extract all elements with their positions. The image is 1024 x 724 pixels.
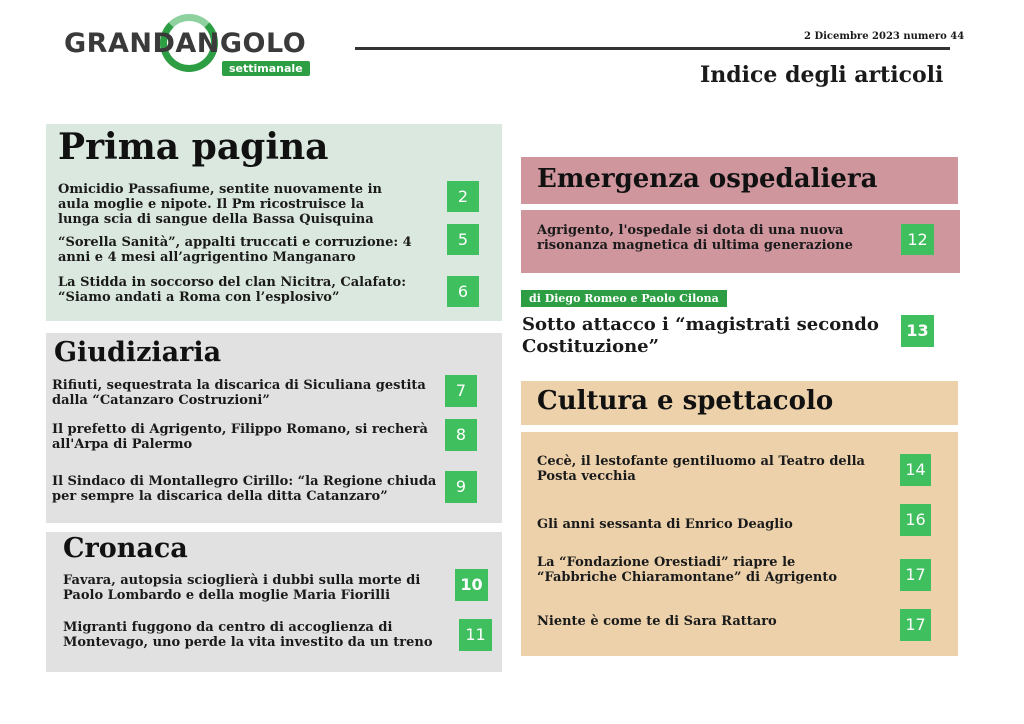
- article-link[interactable]: Rifiuti, sequestrata la discarica di Siculiana gestita dalla “Catanzaro Costruzioni”: [52, 378, 426, 408]
- feature-article[interactable]: Sotto attacco i “magistrati secondo Costituzione”: [522, 314, 879, 357]
- article-link[interactable]: “Sorella Sanità”, appalti truccati e corruzione: 4 anni e 4 mesi all’agrigentino Manganaro: [58, 235, 412, 265]
- section-title: Giudiziaria: [54, 337, 222, 368]
- page-badge[interactable]: 16: [900, 504, 931, 536]
- page-badge[interactable]: 7: [445, 375, 477, 407]
- page-badge[interactable]: 10: [455, 569, 488, 601]
- section-cultura: [521, 432, 958, 656]
- page-title: Indice degli articoli: [700, 62, 944, 88]
- article-link[interactable]: Cecè, il lestofante gentiluomo al Teatro della Posta vecchia: [537, 454, 865, 484]
- section-title: Prima pagina: [58, 126, 329, 168]
- section-giudiziaria: [46, 333, 502, 523]
- page-badge[interactable]: 8: [445, 419, 477, 451]
- page-badge[interactable]: 13: [901, 315, 934, 347]
- page-badge[interactable]: 14: [900, 454, 931, 486]
- section-title: Cultura e spettacolo: [537, 386, 834, 416]
- page-badge[interactable]: 12: [901, 224, 934, 255]
- header-rule: [355, 47, 950, 50]
- page-badge[interactable]: 6: [447, 276, 479, 307]
- section-title: Cronaca: [63, 533, 188, 564]
- section-emergenza: [521, 210, 960, 273]
- page-badge[interactable]: 11: [459, 619, 492, 651]
- page-badge[interactable]: 17: [900, 609, 931, 641]
- article-link[interactable]: La Stidda in soccorso del clan Nicitra, Calafato: “Siamo andati a Roma con l’esplosivo”: [58, 275, 407, 305]
- article-link[interactable]: La “Fondazione Orestiadi” riapre le “Fabbriche Chiaramontane” di Agrigento: [537, 555, 838, 585]
- article-link[interactable]: Gli anni sessanta di Enrico Deaglio: [537, 517, 793, 532]
- section-title: Emergenza ospedaliera: [537, 164, 878, 194]
- section-cultura-header: [521, 381, 958, 425]
- article-link[interactable]: Migranti fuggono da centro di accoglienza di Montevago, uno perde la vita investito da un treno: [63, 620, 433, 650]
- section-emergenza-header: [521, 157, 958, 204]
- article-link[interactable]: Il Sindaco di Montallegro Cirillo: “la Regione chiuda per sempre la discarica della ditta Catanzaro”: [52, 474, 437, 504]
- article-link[interactable]: Agrigento, l'ospedale si dota di una nuova risonanza magnetica di ultima generazione: [537, 223, 853, 253]
- page-badge[interactable]: 9: [445, 471, 477, 503]
- section-prima-pagina: [46, 124, 502, 321]
- article-link[interactable]: Niente è come te di Sara Rattaro: [537, 614, 777, 629]
- issue-info: 2 Dicembre 2023 numero 44: [804, 31, 965, 42]
- page-badge[interactable]: 17: [900, 559, 931, 591]
- page-badge[interactable]: 5: [447, 224, 479, 255]
- logo-subtitle: settimanale: [222, 61, 310, 76]
- byline: di Diego Romeo e Paolo Cilona: [521, 290, 727, 307]
- section-cronaca: [46, 532, 502, 672]
- logo: GRANDANGOLO: [64, 28, 307, 59]
- article-link[interactable]: Favara, autopsia scioglierà i dubbi sulla morte di Paolo Lombardo e della moglie Maria Fiorilli: [63, 573, 421, 603]
- article-link[interactable]: Il prefetto di Agrigento, Filippo Romano, si recherà all'Arpa di Palermo: [52, 422, 428, 452]
- article-link[interactable]: Omicidio Passafiume, sentite nuovamente in aula moglie e nipote. Il Pm ricostruisce la lunga scia di sangue della Bassa Quisquina: [58, 182, 382, 227]
- page-badge[interactable]: 2: [447, 181, 479, 212]
